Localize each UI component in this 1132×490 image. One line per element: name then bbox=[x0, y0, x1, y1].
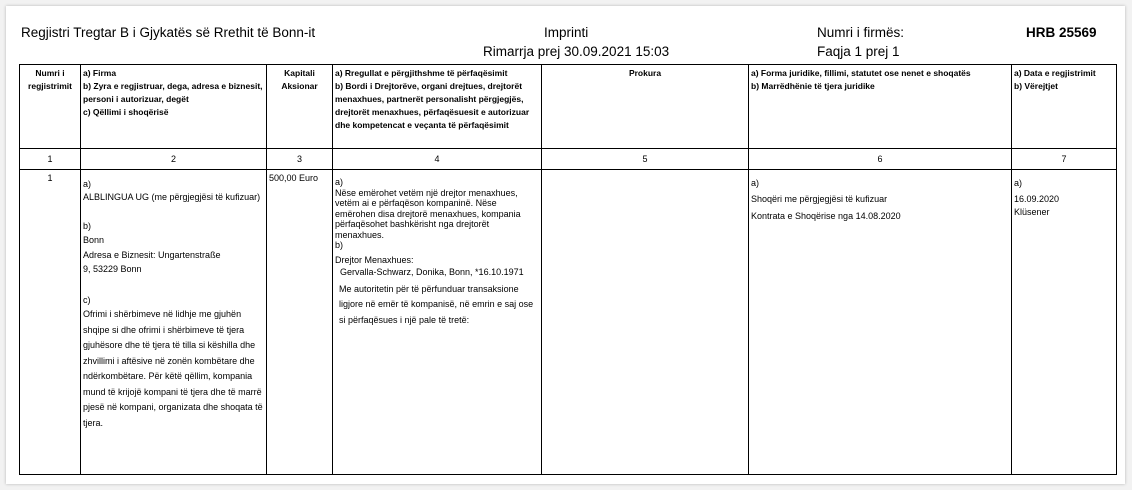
register-table bbox=[19, 64, 1117, 475]
col-header-representation: a) Rregullat e përgjithshme të përfaqësimit b) Bordi i Drejtorëve, organi drejtues, drejtorët menaxhues, partnerët personalisht përgjegjës, drejtorët menaxhues, përfaqësuesit e autorizuar dhe kompetencat e veçanta të përfaqësimit bbox=[333, 65, 542, 149]
firm-number: HRB 25569 bbox=[1026, 25, 1097, 40]
col-header-firm: a) Firma b) Zyra e regjistruar, dega, adresa e biznesit, personi i autorizuar, degët c) Qëllimi i shoqërisë bbox=[81, 65, 267, 149]
firm-city: Bonn bbox=[83, 235, 105, 245]
col-number: 7 bbox=[1012, 149, 1117, 170]
col-number: 4 bbox=[333, 149, 542, 170]
firm-address-line1: Adresa e Biznesit: Ungartenstraße bbox=[83, 249, 221, 260]
column-number-row bbox=[20, 149, 1117, 170]
firm-a-label: a) bbox=[83, 179, 92, 189]
share-capital-value: 500,00 Euro bbox=[267, 170, 333, 475]
col-header-legal-form: a) Forma juridike, fillimi, statutet ose nenet e shoqatës b) Marrëdhënie të tjera juridike bbox=[749, 65, 1012, 149]
articles-of-association: Kontrata e Shoqërise nga 14.08.2020 bbox=[751, 211, 901, 221]
legal-form-a-label: a) bbox=[751, 178, 760, 188]
col-header-procuration: Prokura bbox=[542, 65, 749, 149]
page-indicator: Faqja 1 prej 1 bbox=[817, 44, 900, 59]
col-number: 5 bbox=[542, 149, 749, 170]
registration-date: 16.09.2020 bbox=[1014, 194, 1060, 204]
representation-rules: Nëse emërohet vetëm një drejtor menaxhues, vetëm ai e përfaqëson kompaninë. Nëse emërohen disa drejtorë menaxhues, kompania përfaqësohet bashkërisht nga drejtorët menaxhues. bbox=[335, 187, 521, 240]
legal-form: Shoqëri me përgjegjësi të kufizuar bbox=[751, 194, 888, 204]
document-title: Imprinti bbox=[544, 25, 589, 40]
firm-address-line2: 9, 53229 Bonn bbox=[83, 264, 142, 274]
firm-name: ALBLINGUA UG (me përgjegjësi të kufizuar) bbox=[83, 191, 261, 202]
document-page bbox=[6, 6, 1125, 484]
firm-c-label: c) bbox=[83, 294, 91, 305]
registration-a-label: a) bbox=[1014, 178, 1023, 188]
representation-a-label: a) bbox=[335, 177, 344, 187]
col-number: 3 bbox=[267, 149, 333, 170]
entry-representation-cell bbox=[333, 170, 542, 475]
col-header-share-capital: Kapitali Aksionar bbox=[267, 65, 333, 149]
column-header-row bbox=[20, 65, 1117, 149]
entry-row bbox=[20, 170, 1117, 475]
managing-director-name: Gervalla-Schwarz, Donika, Bonn, *16.10.1971 bbox=[340, 266, 524, 277]
director-authority: Me autoritetin për të përfunduar transaksione ligjore në emër të kompanisë, në emrin e saj ose si përfaqësues i një pale të tretë: bbox=[339, 283, 534, 325]
court-register-title: Regjistri Tregtar B i Gjykatës së Rrethit të Bonn-it bbox=[21, 25, 316, 40]
col-header-registration-number: Numri i regjistrimit bbox=[20, 65, 81, 149]
entry-registration-cell bbox=[1012, 170, 1117, 475]
col-number: 1 bbox=[20, 149, 81, 170]
procuration-cell bbox=[542, 170, 749, 475]
col-header-registration-date: a) Data e regjistrimit b) Vërejtjet bbox=[1012, 65, 1117, 149]
managing-director-title: Drejtor Menaxhues: bbox=[335, 254, 414, 265]
retrieval-date: Rimarrja prej 30.09.2021 15:03 bbox=[483, 44, 670, 59]
col-number: 6 bbox=[749, 149, 1012, 170]
col-number: 2 bbox=[81, 149, 267, 170]
entry-firm-cell bbox=[81, 170, 267, 475]
company-purpose: Ofrimi i shërbimeve në lidhje me gjuhën shqipe si dhe ofrimi i shërbimeve të tjera gjuhësore dhe të tjera të tilla si këshilla dhe zhvillimi i aftësive në zonën kombëtare dhe ndërkombëtare. Për këtë qëllim, kompania mund të krijojë kompani të tjera dhe të marrë pjesë në kompani, organizata dhe shoqata të tjera. bbox=[83, 309, 263, 428]
firm-b-label: b) bbox=[83, 220, 92, 231]
firm-number-label: Numri i firmës: bbox=[817, 25, 904, 40]
registrar-name: Klüsener bbox=[1014, 207, 1050, 217]
entry-number: 1 bbox=[20, 170, 81, 475]
entry-legal-form-cell bbox=[749, 170, 1012, 475]
representation-b-label: b) bbox=[335, 240, 344, 250]
